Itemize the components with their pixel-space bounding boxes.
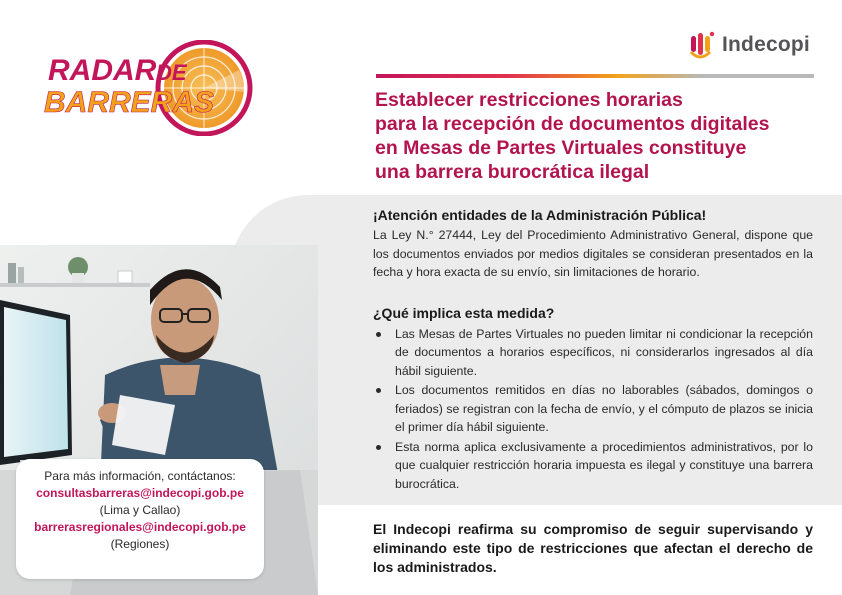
- bullet-icon: [376, 388, 381, 393]
- main-content: [373, 206, 813, 494]
- attention-heading: ¡Atención entidades de la Administración Pública!: [373, 207, 707, 223]
- contact-card: [16, 459, 264, 579]
- measure-list: [373, 325, 813, 494]
- email-link-regionales[interactable]: barrerasregionales@indecopi.gob.pe: [34, 520, 246, 534]
- indecopi-wordmark: Indecopi: [722, 33, 810, 56]
- title-line: una barrera burocrática ilegal: [375, 161, 650, 183]
- title-line: en Mesas de Partes Virtuales constituye: [375, 137, 747, 159]
- indecopi-logo: [690, 30, 810, 60]
- title-line: para la recepción de documentos digitales: [375, 113, 770, 135]
- indecopi-mark-icon: [690, 30, 716, 60]
- list-item: [373, 438, 813, 494]
- contact-intro: Para más información, contáctanos:: [44, 469, 236, 483]
- attention-paragraph: La Ley N.° 27444, Ley del Procedimiento Administrativo General, dispone que los documentos enviados por medios digitales se consideran presentados en la fecha y hora exacta de su envío, sin limitaciones de horario.: [373, 228, 813, 279]
- bullet-icon: [376, 332, 381, 337]
- barreras-word: BARRERAS: [44, 86, 215, 119]
- region-label-lima: (Lima y Callao): [99, 503, 181, 517]
- list-item: [373, 325, 813, 381]
- radar-de-barreras-logo: [44, 40, 254, 136]
- closing-statement: El Indecopi reafirma su compromiso de seguir supervisando y eliminando este tipo de restricciones que afectan el derecho de los administrados.: [373, 521, 813, 575]
- radar-target-icon: [44, 40, 254, 136]
- list-item-text: Las Mesas de Partes Virtuales no pueden limitar ni condicionar la recepción de documentos a horarios específicos, ni considerarlos ingresados al día hábil siguiente.: [395, 326, 813, 378]
- title-line: Establecer restricciones horarias: [375, 89, 683, 111]
- region-label-regiones: (Regiones): [110, 537, 170, 551]
- email-link-consultas[interactable]: consultasbarreras@indecopi.gob.pe: [36, 486, 244, 500]
- page-title: [375, 88, 820, 184]
- list-item-text: Los documentos remitidos en días no laborables (sábados, domingos o feriados) se registran con la fecha de envío, y el cómputo de plazos se inicia el primer día hábil siguiente.: [395, 383, 813, 434]
- bullet-icon: [376, 445, 381, 450]
- radar-word: RADAR: [48, 54, 157, 87]
- measure-heading: ¿Qué implica esta medida?: [373, 304, 555, 321]
- de-word: DE: [156, 60, 187, 85]
- list-item: [373, 381, 813, 437]
- list-item-text: Esta norma aplica exclusivamente a procedimientos administrativos, por lo que cualquier restricción horaria impuesta es ilegal y constituye una barrera burocrática.: [395, 439, 813, 491]
- header-divider: [376, 74, 814, 78]
